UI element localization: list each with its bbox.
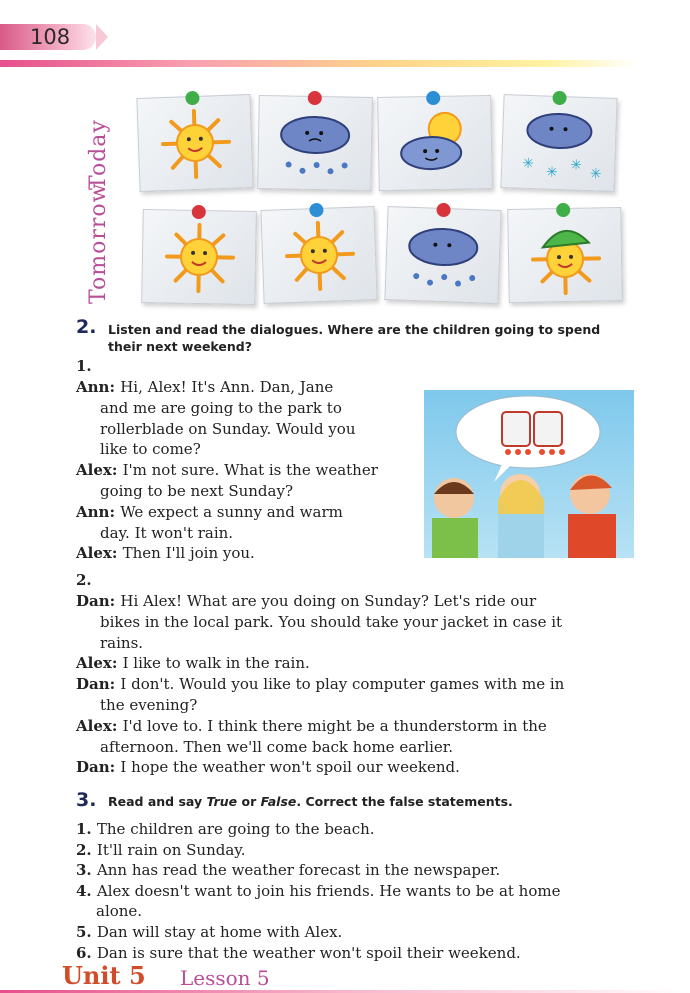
dialogue-2-line bbox=[76, 757, 460, 778]
dialogue-text: I hope the weather won't spoil our weekend. bbox=[120, 758, 460, 777]
speaker-name: Alex: bbox=[76, 544, 123, 563]
dialogue-2-line bbox=[76, 716, 547, 737]
statement-number: 6. bbox=[76, 943, 97, 962]
dialogue-text: I don't. Would you like to play computer games with me in bbox=[120, 675, 565, 694]
sun-icon bbox=[142, 210, 256, 304]
speaker-name: Dan: bbox=[76, 675, 121, 694]
dialogue-1-line bbox=[100, 523, 233, 544]
today-card-snowy bbox=[500, 94, 617, 192]
exercise-2-instruction-line2: their next weekend? bbox=[108, 339, 252, 354]
statement-number: 1. bbox=[76, 820, 97, 838]
statement-text: Alex doesn't want to join his friends. He wants to be at home bbox=[96, 881, 561, 900]
sun-icon bbox=[137, 95, 252, 191]
exercise-2-number: 2. bbox=[76, 316, 97, 338]
dialogue-text: day. It won't rain. bbox=[100, 523, 234, 542]
exercise-3-instruction bbox=[108, 793, 513, 810]
sun-cloud-icon bbox=[378, 96, 492, 190]
statement-text: Dan is sure that the weather won't spoil their weekend. bbox=[96, 943, 521, 962]
statement-number: 3. bbox=[76, 861, 97, 880]
dialogue-text: like to come? bbox=[100, 440, 201, 459]
statement-number: 2. bbox=[76, 840, 97, 859]
instr-true: True bbox=[206, 794, 238, 809]
statement-text: alone. bbox=[96, 902, 143, 921]
dialogue-1-number: 1. bbox=[76, 357, 92, 375]
kids-rollerblades-picture bbox=[424, 390, 634, 558]
instr-part: . Correct the false statements. bbox=[296, 794, 513, 809]
dialogue-1-line bbox=[76, 377, 333, 398]
dialogue-2-line bbox=[76, 591, 536, 612]
statement-item bbox=[76, 819, 375, 840]
speaker-name: Alex: bbox=[76, 716, 123, 735]
weather-illustration bbox=[76, 84, 636, 308]
tomorrow-label: Tomorrow bbox=[86, 182, 111, 304]
dialogue-1-line bbox=[76, 502, 343, 523]
lesson-label: Lesson 5 bbox=[180, 966, 270, 990]
snow-cloud-icon bbox=[501, 95, 616, 191]
speaker-name: Ann: bbox=[76, 502, 121, 521]
statement-text: Ann has read the weather forecast in the newspaper. bbox=[96, 861, 501, 880]
dialogue-text: I'm not sure. What is the weather bbox=[122, 461, 378, 480]
today-card-partly-cloudy bbox=[377, 95, 493, 191]
svg-text:✳: ✳ bbox=[545, 164, 558, 181]
dialogue-text: bikes in the local park. You should take your jacket in case it bbox=[100, 612, 563, 631]
speaker-name: Ann: bbox=[76, 378, 121, 396]
statement-number: 4. bbox=[76, 881, 97, 900]
dialogue-text: Hi Alex! What are you doing on Sunday? Let's ride our bbox=[120, 592, 537, 610]
page-number: 108 bbox=[30, 25, 71, 49]
dialogue-text: afternoon. Then we'll come back home earlier. bbox=[100, 737, 454, 756]
dialogue-text: We expect a sunny and warm bbox=[120, 502, 343, 521]
tomorrow-card-sunny-1 bbox=[141, 209, 257, 305]
statement-item bbox=[96, 901, 142, 922]
rain-cloud-icon bbox=[258, 96, 372, 190]
dialogue-text: and me are going to the park to bbox=[100, 398, 342, 417]
dialogue-2-line bbox=[100, 633, 143, 654]
statement-item bbox=[76, 922, 342, 943]
dialogue-text: Then I'll join you. bbox=[122, 544, 255, 563]
today-label: Today bbox=[86, 119, 111, 190]
dialogue-2-number: 2. bbox=[76, 571, 92, 589]
dialogue-1-line bbox=[76, 460, 378, 481]
today-card-rainy bbox=[257, 95, 373, 191]
svg-text:✳: ✳ bbox=[589, 166, 602, 183]
dialogue-text: Hi, Alex! It's Ann. Dan, Jane bbox=[120, 378, 334, 396]
tomorrow-card-sunny-hat bbox=[507, 207, 623, 303]
statement-item bbox=[76, 881, 560, 902]
speaker-name: Dan: bbox=[76, 592, 121, 610]
dialogue-2-line bbox=[76, 674, 564, 695]
svg-text:✳: ✳ bbox=[569, 157, 583, 174]
tomorrow-card-rainy bbox=[384, 206, 501, 304]
dialogue-1-line bbox=[100, 439, 201, 460]
statement-number: 5. bbox=[76, 923, 97, 941]
dialogue-text: going to be next Sunday? bbox=[100, 482, 293, 500]
exercise-2-instruction-line1: Listen and read the dialogues. Where are the children going to spend bbox=[108, 322, 601, 337]
statement-item bbox=[76, 840, 246, 861]
today-card-sunny bbox=[136, 94, 253, 192]
speaker-name: Alex: bbox=[76, 461, 123, 480]
kids-illustration bbox=[424, 390, 634, 558]
dialogue-2-line bbox=[100, 695, 197, 716]
dialogue-text: rollerblade on Sunday. Would you bbox=[100, 419, 356, 438]
dialogue-2-line bbox=[76, 653, 310, 674]
statement-text: The children are going to the beach. bbox=[96, 820, 375, 838]
unit-logo: Unit 5 bbox=[62, 961, 146, 990]
sun-with-hat-icon bbox=[508, 208, 622, 302]
statement-text: It'll rain on Sunday. bbox=[96, 840, 246, 859]
instr-part: or bbox=[237, 794, 261, 809]
sun-icon bbox=[261, 207, 376, 303]
dialogue-1-line bbox=[100, 398, 342, 419]
dialogue-text: I like to walk in the rain. bbox=[122, 654, 310, 673]
dialogue-1-line bbox=[76, 543, 255, 564]
speaker-name: Alex: bbox=[76, 654, 123, 673]
svg-text:✳: ✳ bbox=[521, 155, 535, 173]
dialogue-2-line bbox=[100, 737, 453, 758]
dialogue-text: I'd love to. I think there might be a thunderstorm in the bbox=[122, 716, 547, 735]
exercise-3-number: 3. bbox=[76, 789, 97, 811]
instr-false: False bbox=[260, 794, 297, 809]
tomorrow-card-sunny-2 bbox=[260, 206, 377, 304]
speaker-name: Dan: bbox=[76, 758, 121, 777]
dialogue-1-line bbox=[100, 419, 355, 440]
dialogue-1-line bbox=[100, 481, 293, 502]
dialogue-2-line bbox=[100, 612, 562, 633]
header-stripe bbox=[0, 60, 640, 67]
statement-text: Dan will stay at home with Alex. bbox=[96, 923, 343, 941]
statement-item bbox=[76, 860, 500, 881]
rain-cloud-icon bbox=[385, 207, 500, 303]
dialogue-text: the evening? bbox=[100, 696, 198, 714]
dialogue-text: rains. bbox=[100, 633, 144, 652]
instr-part: Read and say bbox=[108, 794, 207, 809]
